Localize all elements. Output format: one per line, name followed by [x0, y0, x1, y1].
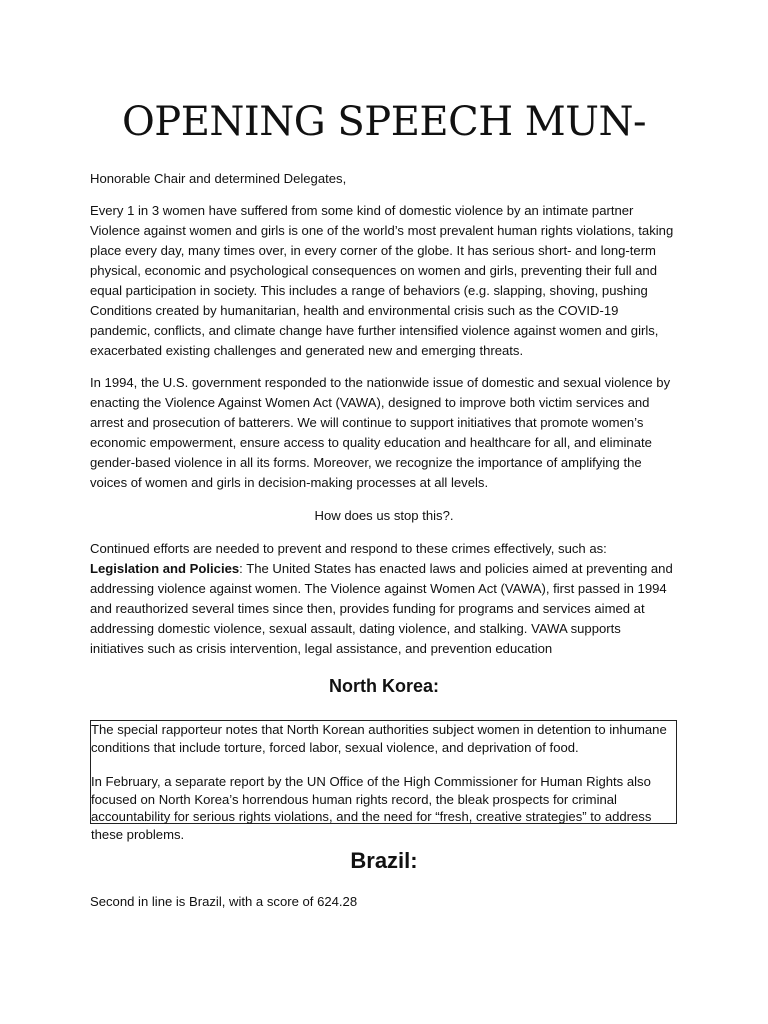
paragraph-legislation	[90, 539, 678, 659]
paragraph-legislation-lead: Continued efforts are needed to prevent and respond to these crimes effectively, such as:	[90, 541, 607, 556]
north-korea-heading: North Korea:	[328, 676, 439, 696]
legislation-bold-term: Legislation and Policies	[90, 561, 240, 576]
brazil-heading: Brazil:	[350, 848, 418, 873]
paragraph-vawa-1994: In 1994, the U.S. government responded to the nationwide issue of domestic and sexual violence by enacting the Violence Against Women Act (VAWA), designed to improve both victim services and arrest and prosecution of batterers. We will continue to support initiatives that promote women’s economic empowerment, ensure access to quality education and healthcare for all, and eliminate gender-based violence in all its forms. Moreover, we recognize the importance of amplifying the voices of women and girls in decision-making processes at all levels.	[90, 375, 671, 490]
brazil-text: Second in line is Brazil, with a score of 624.28	[90, 894, 358, 909]
salutation: Honorable Chair and determined Delegates,	[90, 171, 347, 186]
paragraph-intro: Every 1 in 3 women have suffered from some kind of domestic violence by an intimate partner Violence against women and girls is one of the world’s most prevalent human rights violations, taking place every day, many times over, in every corner of the globe. It has serious short- and long-term physical, economic and psychological consequences on women and girls, preventing their full and equal participation in society. This includes a range of behaviors (e.g. slapping, shoving, pushing Conditions created by humanitarian, health and environmental crisis such as the COVID-19 pandemic, conflicts, and climate change have further intensified violence against women and girls, exacerbated existing challenges and generated new and emerging threats.	[90, 203, 674, 358]
north-korea-paragraph-1: The special rapporteur notes that North Korean authorities subject women in detention to inhumane conditions that include torture, forced labor, sexual violence, and deprivation of food.	[91, 722, 667, 755]
paragraph-legislation-rest: : The United States has enacted laws and policies aimed at preventing and addressing violence against women. The Violence against Women Act (VAWA), first passed in 1994 and reauthorized several times since then, provides funding for programs and services aimed at addressing domestic violence, sexual assault, dating violence, and stalking. VAWA supports initiatives such as crisis intervention, legal assistance, and prevention education	[90, 561, 673, 656]
north-korea-text-box	[90, 720, 677, 842]
paragraph-spacer	[91, 756, 676, 773]
document-title: OPENING SPEECH MUN-	[122, 99, 646, 145]
question-line: How does us stop this?.	[314, 508, 454, 523]
north-korea-paragraph-2: In February, a separate report by the UN Office of the High Commissioner for Human Rights also focused on North Korea’s horrendous human rights record, the bleak prospects for criminal accountability for serious rights violations, and the need for “fresh, creative strategies” to address these problems.	[91, 774, 652, 842]
